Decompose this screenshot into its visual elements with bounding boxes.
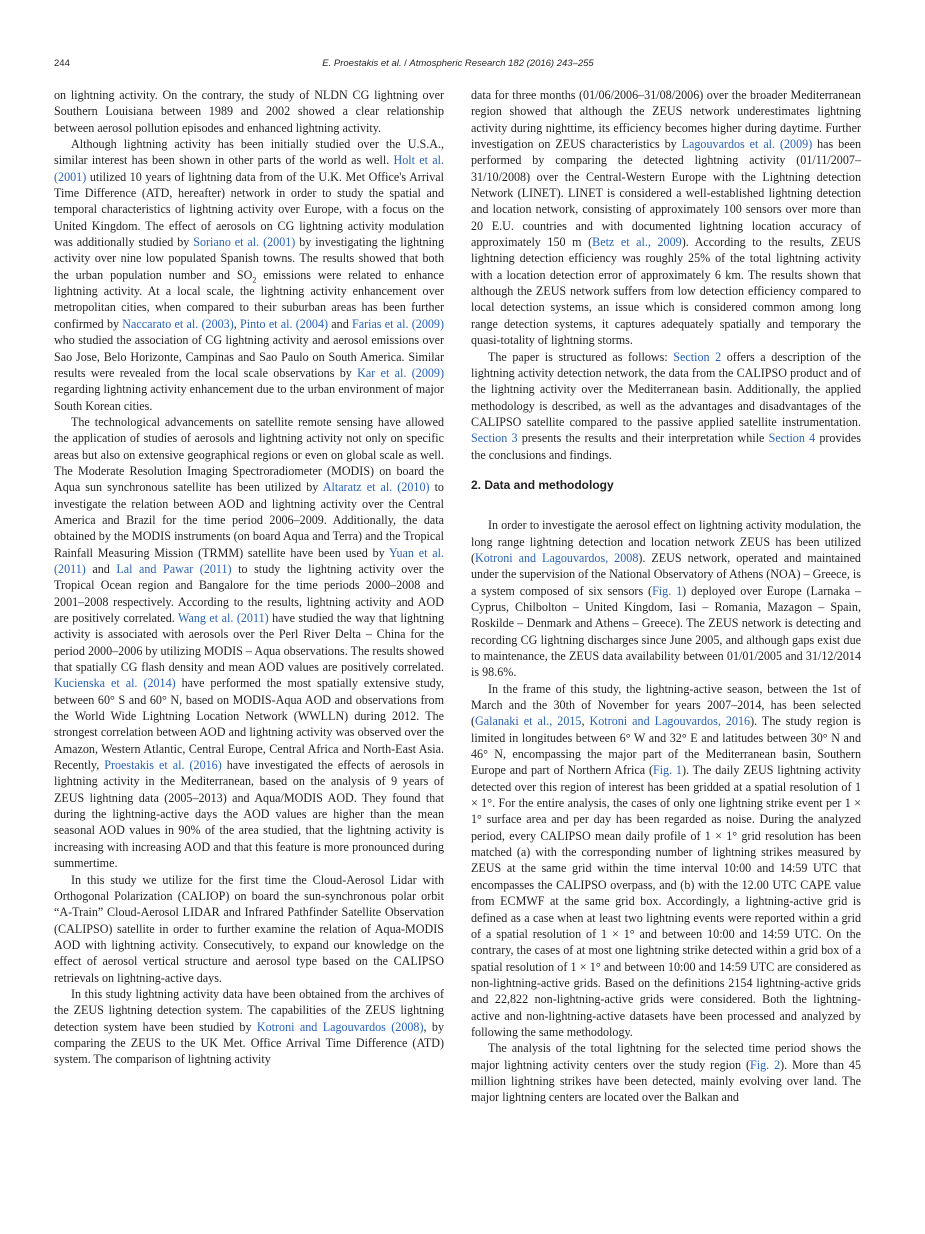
paragraph: In order to investigate the aerosol effect on lightning activity modulation, the long range lightning detection and location network ZEUS has been utilized (Kotroni and Lagouvardos, 2008). ZEUS network, operated and maintained under the supervision of the National Observatory of Athens (NOA) – Greece, is a system composed of six sensors (Fig. 1) deployed over Europe (Larnaka – Cyprus, Chilbolton – United Kingdom, Iasi – Romania, Mazagon – Spain, Roskilde – Denmark and Athens – Greece). The ZEUS network is detecting and recording CG lightning discharges since June 2005, and although gaps exist due to maintenance, the ZEUS data availability between 01/01/2005 and 31/12/2014 is 98.6%. bbox=[471, 518, 862, 680]
citation-link[interactable]: Holt et al. (2001) bbox=[54, 153, 444, 184]
paragraph: The technological advancements on satellite remote sensing have allowed the application of studies of aerosols and lightning activity not only on specific areas but also on extensive geographical regions or even on global scale as well. The Moderate Resolution Imaging Spectroradiometer (MODIS) on board the Aqua sun synchronous satellite has been utilized by Altaratz et al. (2010) to investigate the relation between AOD and lightning activity over the Central America and Brazil for the time period 2006–2009. Additionally, the data obtained by the MODIS instruments (on board Aqua and Terra) and the Tropical Rainfall Measuring Mission (TRMM) satellite have been used by Yuan et al. (2011) and Lal and Pawar (2011) to study the lightning activity over the Tropical Ocean region and Bangalore for the time periods 2000–2008 and 2001–2008 respectively. According to the results, lightning activity and AOD are positively correlated. Wang et al. (2011) have studied the way that lightning activity is associated with aerosols over the Perl River Delta – China for the period 2000–2006 by utilizing MODIS – Aqua observations. The results showed that spatially CG flash density and mean AOD values are positively correlated. Kucienska et al. (2014) have performed the most spatially extensive study, between 60° S and 60° N, based on MODIS-Aqua AOD and observations from the World Wide Lightning Location Network (WWLLN) during 2012. The strongest correlation between AOD and lightning activity was observed over the Amazon, Western Atlantic, Central Europe, Central Africa and North-East Asia. Recently, Proestakis et al. (2016) have investigated the effects of aerosols in lightning activity in the Mediterranean, based on the analysis of 9 years of ZEUS lightning data (2005–2013) and Aqua/MODIS AOD. They found that during the lightning-active days the AOD values are higher than the mean seasonal AOD values in 90% of the area studied, that the lightning activity is increasing with increasing AOD and that this feature is more pronounced during summertime. bbox=[54, 414, 445, 871]
citation-link[interactable]: Kotroni and Lagouvardos (2008) bbox=[256, 1019, 424, 1034]
section-link[interactable]: Section 2 bbox=[673, 349, 722, 364]
citation-link[interactable]: Pinto et al. (2004) bbox=[240, 316, 329, 331]
citation-link[interactable]: Kotroni and Lagouvardos, 2016 bbox=[589, 714, 751, 729]
section-heading: 2. Data and methodology bbox=[471, 477, 614, 492]
citation-link[interactable]: Yuan et al. (2011) bbox=[54, 545, 444, 576]
citation-link[interactable]: Kucienska et al. (2014) bbox=[54, 676, 176, 691]
citation-link[interactable]: Wang et al. (2011) bbox=[178, 611, 269, 625]
citation-link[interactable]: Proestakis et al. (2016) bbox=[104, 758, 222, 773]
paragraph: The paper is structured as follows: Section 2 offers a description of the lightning activity detection network, the data from the CALIPSO product and of the lightning activity over the Mediterranean basin. Additionally, the applied methodology is described, as well as the advantages and disadvantages of the CALIPSO satellite compared to the passive applied satellite instrumentation. Section 3 presents the results and their interpretation while Section 4 provides the conclusions and findings. bbox=[471, 349, 861, 462]
section-link[interactable]: Section 3 bbox=[471, 431, 518, 446]
right-column bbox=[471, 87, 861, 1106]
paragraph: on lightning activity. On the contrary, the study of NLDN CG lightning over Southern Louisiana between 1989 and 2002 showed a clear relationship between aerosol pollution episodes and enhanced lightning activity. bbox=[54, 88, 444, 135]
paragraph: The analysis of the total lightning for the selected time period shows the major lightning activity centers over the study region (Fig. 2). More than 45 million lightning strikes have been detected, mainly evolving over land. The major lightning centers are located over the Balkan and bbox=[471, 1041, 861, 1105]
running-head-journal: Atmospheric Research 182 (2016) 243–255 bbox=[409, 58, 594, 69]
citation-link[interactable]: Soriano et al. (2001) bbox=[193, 235, 296, 250]
paragraph: data for three months (01/06/2006–31/08/2006) over the broader Mediterranean region showed that although the ZEUS network underestimates lightning activity during nighttime, its efficiency becomes higher during daytime. Further investigation on ZEUS characteristics by Lagouvardos et al. (2009) has been performed by comparing the detected lightning activity (01/11/2007–31/10/2008) over the Central-Western Europe with the Lightning detection Network (LINET). LINET is considered a well-established lightning detection and location network, consisting of approximately 100 sensors over more than 20 E.U. countries and with documented lightning location accuracy of approximately 150 m (Betz et al., 2009). According to the results, ZEUS lightning detection efficiency was roughly 25% of the total lightning activity with a location detection error of approximately 6 km. The results shown that although the ZEUS network suffers from low detection efficiency compared to local detection systems, an issue which is considered common among long range detection systems, it captures adequately spatially and temporary the quasi-totality of lightning storms. bbox=[471, 88, 861, 348]
citation-link[interactable]: Betz et al., 2009 bbox=[592, 235, 682, 250]
paragraph: In the frame of this study, the lightning-active season, between the 1st of March and the 30th of November for years 2007–2014, has been selected (Galanaki et al., 2015, Kotroni and Lagouvardos, 2016). The study region is limited in longitudes between 6° W and 32° E and latitudes between 30° N and 46° N, encompassing the major part of the Mediterranean basin, Southern Europe and part of Northern Africa (Fig. 1). The daily ZEUS lightning activity detected over this region of interest has been gridded at a spatial resolution of 1 × 1°. For the entire analysis, the cases of only one lightning strike event per 1 × 1° surface area and per day has been regarded as noise. During the analyzed period, every CALIPSO mean daily profile of 1 × 1° grid resolution has been matched (a) with the corresponding number of lightning strikes measured by ZEUS at the same grid within the time interval 10:00 and 14:59 UTC that encompasses the CALIPSO overpass, and (b) with the 12.00 UTC CAPE value from ECMWF at the same grid box. Accordingly, a lightning-active grid is defined as a case when at least two lightning events were reported within a grid of a spatial resolution of 1 × 1° and between 10:00 and 14:59 UTC. On the contrary, the cases of at most one lightning strike detected within a grid box of a spatial resolution of 1 × 1° and between 10:00 and 14:59 UTC are considered as non-lightning-active grids. Based on the definitions 2154 lightning-active grids and 22,822 non-lightning-active grids were considered. Both the lightning-active and non-lightning-active datasets have been processed and analyzed by following the same methodology. bbox=[471, 681, 861, 1039]
running-head-authors: E. Proestakis et al. bbox=[322, 58, 402, 69]
paragraph: In this study we utilize for the first time the Cloud-Aerosol Lidar with Orthogonal Polarization (CALIOP) on board the sun-synchronous polar orbit “A-Train” Cloud-Aerosol LIDAR and Infrared Pathfinder Satellite Observation (CALIPSO) satellite in order to further examine the relation of Aqua-MODIS AOD with lightning activity. Consecutively, to expand our knowledge on the effect of aerosol vertical structure and aerosol type based on the CALIPSO retrievals on lightning-active days. bbox=[54, 872, 444, 985]
citation-link[interactable]: Galanaki et al., 2015 bbox=[475, 714, 582, 729]
running-head: E. Proestakis et al. / Atmospheric Research 182 (2016) 243–255 bbox=[322, 58, 594, 69]
citation-link[interactable]: Naccarato et al. (2003) bbox=[122, 316, 234, 331]
page-number: 244 bbox=[54, 58, 70, 69]
page-header bbox=[54, 58, 862, 72]
figure-link[interactable]: Fig. 1 bbox=[652, 763, 682, 778]
citation-link[interactable]: Altaratz et al. (2010) bbox=[322, 480, 430, 495]
figure-link[interactable]: Fig. 1 bbox=[652, 583, 683, 598]
paragraph: In this study lightning activity data have been obtained from the archives of the ZEUS lightning detection system. The capabilities of the ZEUS lightning detection system have been studied by Kotroni and Lagouvardos (2008), by comparing the ZEUS to the UK Met. Office Arrival Time Difference (ATD) system. The comparison of lightning activity bbox=[54, 986, 444, 1067]
citation-link[interactable]: Farias et al. (2009) bbox=[351, 316, 444, 331]
citation-link[interactable]: Lagouvardos et al. (2009) bbox=[681, 137, 813, 152]
paragraph: Although lightning activity has been initially studied over the U.S.A., similar interest has been shown in other parts of the world as well. Holt et al. (2001) utilized 10 years of lightning data from of the U.K. Met Office's Arrival Time Difference (ATD, hereafter) network in order to study the spatial and temporal characteristics of lightning activity over Europe, with a focus on the United Kingdom. The effect of aerosols on CG lightning activity modulation was additionally studied by Soriano et al. (2001) by investigating the lightning activity over nine low populated Spanish towns. The results showed that both the urban population number and $SO_2$ emissions were related to enhance lightning activity. At a local scale, the lightning activity enhancement over metropolitan cities, when compared to their suburban areas has been further confirmed by Naccarato et al. (2003), Pinto et al. (2004) and Farias et al. (2009) who studied the association of CG lightning activity and aerosol emissions over Sao Jose, Belo Horizonte, Campinas and Sao Paulo on South America. Similar results were revealed from the local scale observations by Kar et al. (2009) regarding lightning activity enhancement due to the urban environment of major South Korean cities. bbox=[54, 137, 444, 413]
citation-link[interactable]: Lal and Pawar (2011) bbox=[116, 561, 232, 576]
section-link[interactable]: Section 4 bbox=[768, 431, 816, 446]
figure-link[interactable]: Fig. 2 bbox=[750, 1057, 781, 1072]
citation-link[interactable]: Kar et al. (2009) bbox=[357, 365, 444, 380]
left-column bbox=[54, 87, 444, 1068]
citation-link[interactable]: Kotroni and Lagouvardos, 2008 bbox=[475, 550, 639, 565]
